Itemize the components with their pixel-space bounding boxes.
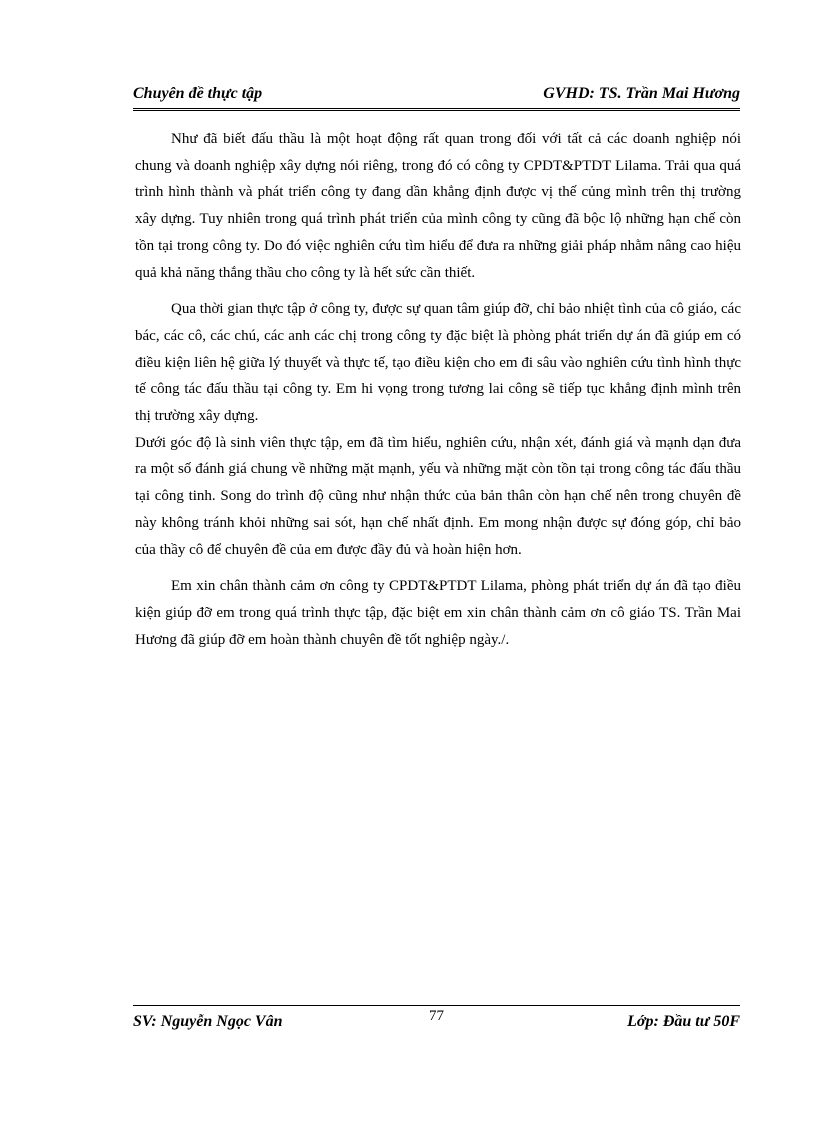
page-footer (133, 1005, 740, 1036)
footer-class: Lớp: Đầu tư 50F (627, 1013, 740, 1030)
paragraph-thanks: Em xin chân thành cảm ơn công ty CPDT&PTDT Lilama, phòng phát triển dự án đã tạo điều kiện giúp đỡ em trong quá trình thực tập, đặc biệt em xin chân thành cảm ơn cô giáo TS. Trần Mai Hương đã giúp đỡ em hoàn thành chuyên đề tốt nghiệp ngày./. (135, 578, 741, 648)
header-document-title: Chuyên đề thực tập (133, 85, 263, 102)
paragraph-evaluation: Dưới góc độ là sinh viên thực tập, em đã tìm hiểu, nghiên cứu, nhận xét, đánh giá và mạnh dạn đưa ra một số đánh giá chung về những mặt mạnh, yếu và những mặt còn tồn tại trong công tác đấu thầu tại công tinh. Song do trình độ cũng như nhận thức của bản thân còn hạn chế nên trong chuyên đề này không tránh khỏi những sai sót, hạn chế nhất định. Em mong nhận được sự đóng góp, chỉ bảo của thầy cô để chuyên đề của em được đầy đủ và hoàn hiện hơn. (135, 434, 741, 558)
body-text (135, 126, 741, 663)
page-header (133, 82, 740, 111)
header-supervisor: GVHD: TS. Trần Mai Hương (543, 85, 740, 102)
footer-student: SV: Nguyễn Ngọc Vân (133, 1013, 283, 1030)
page-number: 77 (429, 1008, 444, 1024)
paragraph-intro: Như đã biết đấu thầu là một hoạt động rất quan trong đối với tất cả các doanh nghiệp nói chung và doanh nghiệp xây dựng nói riêng, trong đó có công ty CPDT&PTDT Lilama. Trải qua quá trình hình thành và phát triển công ty đang dần khẳng định được vị thế củng mình trên thị trường xây dựng. Tuy nhiên trong quá trình phát triển của mình công ty cũng đã bộc lộ những hạn chế còn tồn tại trong công ty. Do đó việc nghiên cứu tìm hiểu để đưa ra những giải pháp nhằm nâng cao hiệu quả khả năng thắng thầu cho công ty là hết sức cần thiết. (135, 131, 741, 281)
paragraph-internship: Qua thời gian thực tập ở công ty, được sự quan tâm giúp đỡ, chỉ bảo nhiệt tình của cô giáo, các bác, các cô, các chú, các anh các chị trong công ty đặc biệt là phòng phát triển dự án đã giúp em có điều kiện liên hệ giữa lý thuyết và thực tế, tạo điều kiện cho em đi sâu vào nghiên cứu tình hình thực tế công tác đấu thầu tại công ty. Em hi vọng trong tương lai công sẽ tiếp tục khẳng định mình trên thị trường xây dựng. (135, 301, 741, 425)
